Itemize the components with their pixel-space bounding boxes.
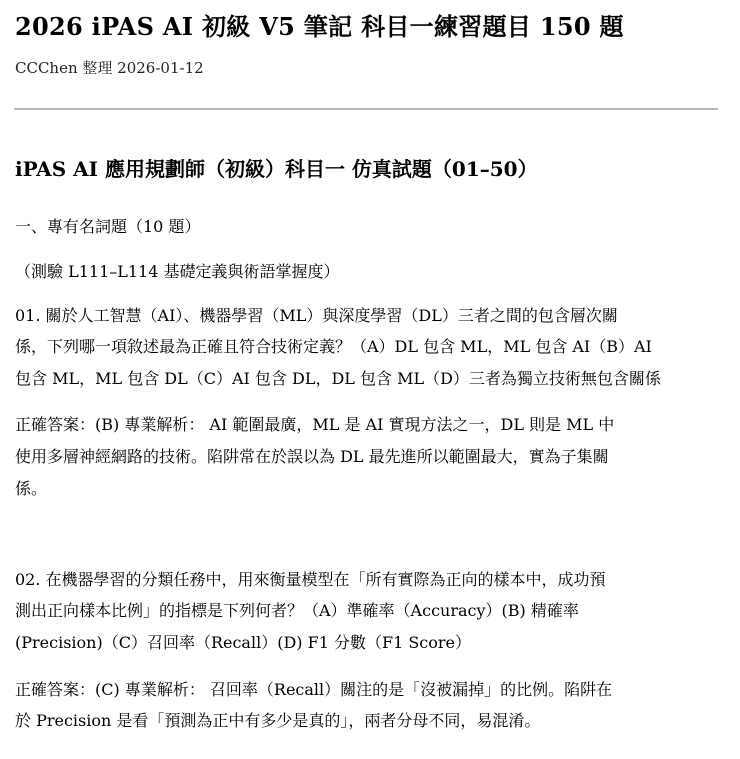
answer-01-line-3: 係。	[15, 479, 48, 498]
document-meta: CCChen 整理 2026-01-12	[15, 59, 204, 77]
horizontal-divider	[14, 108, 718, 110]
answer-01-line-1: 正確答案：(B) 專業解析： AI 範圍最廣，ML 是 AI 實現方法之一，DL 則是 ML 中	[15, 415, 615, 434]
answer-02-line-2: 於 Precision 是看「預測為正中有多少是真的」，兩者分母不同，易混淆。	[15, 711, 541, 730]
answer-01-line-2: 使用多層神經網路的技術。陷阱常在於誤以為 DL 最先進所以範圍最大，實為子集關	[15, 447, 609, 466]
part-heading: 一、專有名詞題（10 題）	[15, 217, 201, 236]
question-01-line-3: 包含 ML，ML 包含 DL（C）AI 包含 DL，DL 包含 ML（D）三者為獨立技術無包含關係	[15, 369, 661, 388]
section-title: iPAS AI 應用規劃師（初級）科目一 仿真試題（01–50）	[15, 157, 538, 181]
question-02-line-2: 測出正向樣本比例」的指標是下列何者？（A）準確率（Accuracy）(B) 精確率	[15, 601, 579, 620]
question-02-line-1: 02. 在機器學習的分類任務中，用來衡量模型在「所有實際為正向的樣本中，成功預	[15, 570, 606, 589]
question-02-line-3: (Precision)（C）召回率（Recall）(D) F1 分數（F1 Score）	[15, 633, 472, 652]
document-title: 2026 iPAS AI 初級 V5 筆記 科目一練習題目 150 題	[15, 12, 624, 41]
answer-02-line-1: 正確答案：(C) 專業解析： 召回率（Recall）關注的是「沒被漏掉」的比例。陷阱在	[15, 680, 613, 699]
scope-note: （測驗 L111–L114 基礎定義與術語掌握度）	[15, 262, 340, 281]
question-01-line-2: 係，下列哪一項敘述最為正確且符合技術定義？（A）DL 包含 ML，ML 包含 AI（B）AI	[15, 337, 652, 356]
question-01-line-1: 01. 關於人工智慧（AI）、機器學習（ML）與深度學習（DL）三者之間的包含層次關	[15, 306, 618, 325]
